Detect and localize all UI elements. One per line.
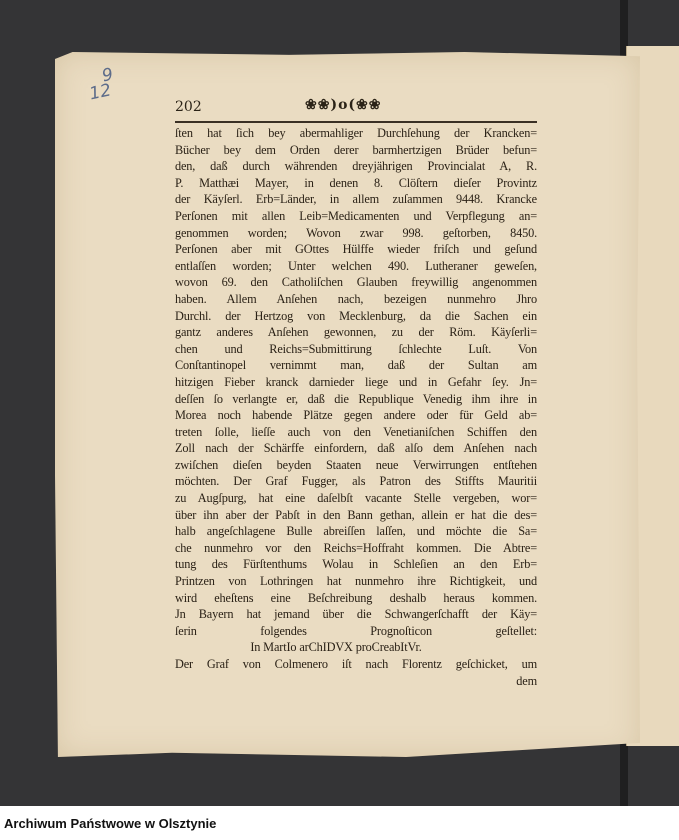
text-line: Printzen von Lothringen hat nunmehro ihre Richtigkeit, und xyxy=(175,574,537,589)
text-line: entlaſſen worden; Unter welchen 490. Lutheraner geweſen, xyxy=(175,258,537,273)
text-line: hitzigen Fieber kranck darnieder liege und in Gefahr ſey. Jn= xyxy=(175,374,537,389)
header-ornament: ❀❀)o(❀❀ xyxy=(305,97,382,113)
text-line: den, daß durch währenden dreyjährigen Provincialat A, R. xyxy=(175,159,537,174)
text-line: über ihn aber der Pabſt in den Bann gethan, allein er hat die des= xyxy=(175,507,537,522)
text-line: zwiſchen dieſen beyden Staaten neue Verwirrungen entſtehen xyxy=(175,457,537,472)
text-line: der Käyſerl. Erb=Länder, in allem zuſammen 9448. Krancke xyxy=(175,192,537,207)
pencil-mark-bottom: 12 xyxy=(87,80,113,105)
pencil-mark-top: 9 xyxy=(100,64,115,87)
text-line: Der Graf von Colmenero iſt nach Florentz geſchicket, um xyxy=(175,657,537,671)
header-rule xyxy=(175,121,537,123)
text-line: gantz anderes Anſehen gewonnen, zu der Röm. Käyſerli= xyxy=(175,325,537,340)
text-line: Perſonen mit allen Leib=Medicamenten und Verpflegung an= xyxy=(175,208,537,223)
archive-name: Archiwum Państwowe w Olsztynie xyxy=(4,816,217,831)
text-line: Morea noch habende Plätze gegen andere oder für Geld ab= xyxy=(175,408,537,423)
text-line: Perſonen aber mit GOttes Hülffe wieder friſch und geſund xyxy=(175,242,537,257)
text-line: chen und Reichs=Submittirung ſchlechte Luſt. Von xyxy=(175,341,537,356)
text-line: Zoll nach der Schärffe einfordern, daß alſo dem Anſehen nach xyxy=(175,441,537,456)
text-line: che nunmehro vor den Reichs=Hoffraht kommen. Die Abtre= xyxy=(175,540,537,555)
footer-bar xyxy=(0,806,679,840)
text-line: Bücher bey dem Orden derer barmhertzigen Brüder befun= xyxy=(175,142,537,157)
text-line: haben. Allem Anſehen nach, bezeigen nunmehro Jhro xyxy=(175,291,537,306)
text-line: halb angeſchlagene Bulle abreiſſen laſſen, und möchte die Sa= xyxy=(175,524,537,539)
catchword: dem xyxy=(516,673,537,688)
text-line: wovon 69. den Catholiſchen Glauben freywillig angenommen xyxy=(175,275,537,290)
text-line: ſerin folgendes Prognoſticon geſtellet: xyxy=(175,623,537,638)
text-line: genommen worden; Wovon zwar 998. geſtorben, 8450. xyxy=(175,225,537,240)
text-line: Durchl. der Hertzog von Mecklenburg, da die Sachen ein xyxy=(175,308,537,323)
text-line: zu Augſpurg, hat eine daſelbſt vacante Stelle vergeben, wor= xyxy=(175,491,537,506)
text-line: Conſtantinopel vernimmt man, daß der Sultan am xyxy=(175,358,537,373)
text-line: ſten hat ſich bey abermahliger Durchſehung der Krancken= xyxy=(175,126,537,140)
text-line: In MartIo arChIDVX proCreabItVr. xyxy=(250,640,422,655)
body-text xyxy=(175,125,537,689)
text-line: Jn Bayern hat jemand über die Schwangerſchafft der Käy= xyxy=(175,607,537,622)
text-line: wird eheſtens eine Beſchreibung deshalb heraus kommen. xyxy=(175,590,537,605)
text-line: möchten. Der Graf Fugger, als Patron des Stiffts Mauritii xyxy=(175,474,537,489)
page-number: 202 xyxy=(175,99,202,115)
text-line: P. Matthæi Mayer, in denen 8. Clöſtern dieſer Provintz xyxy=(175,175,537,190)
text-line: deſſen ſo verlangte er, daß die Republique Venedig ihm ihre in xyxy=(175,391,537,406)
text-line: tung des Fürſtenthums Wolau in Schleſien an den Erb= xyxy=(175,557,537,572)
text-line: treten ſolle, lieſſe auch von den Venetianiſchen Schiffen den xyxy=(175,424,537,439)
